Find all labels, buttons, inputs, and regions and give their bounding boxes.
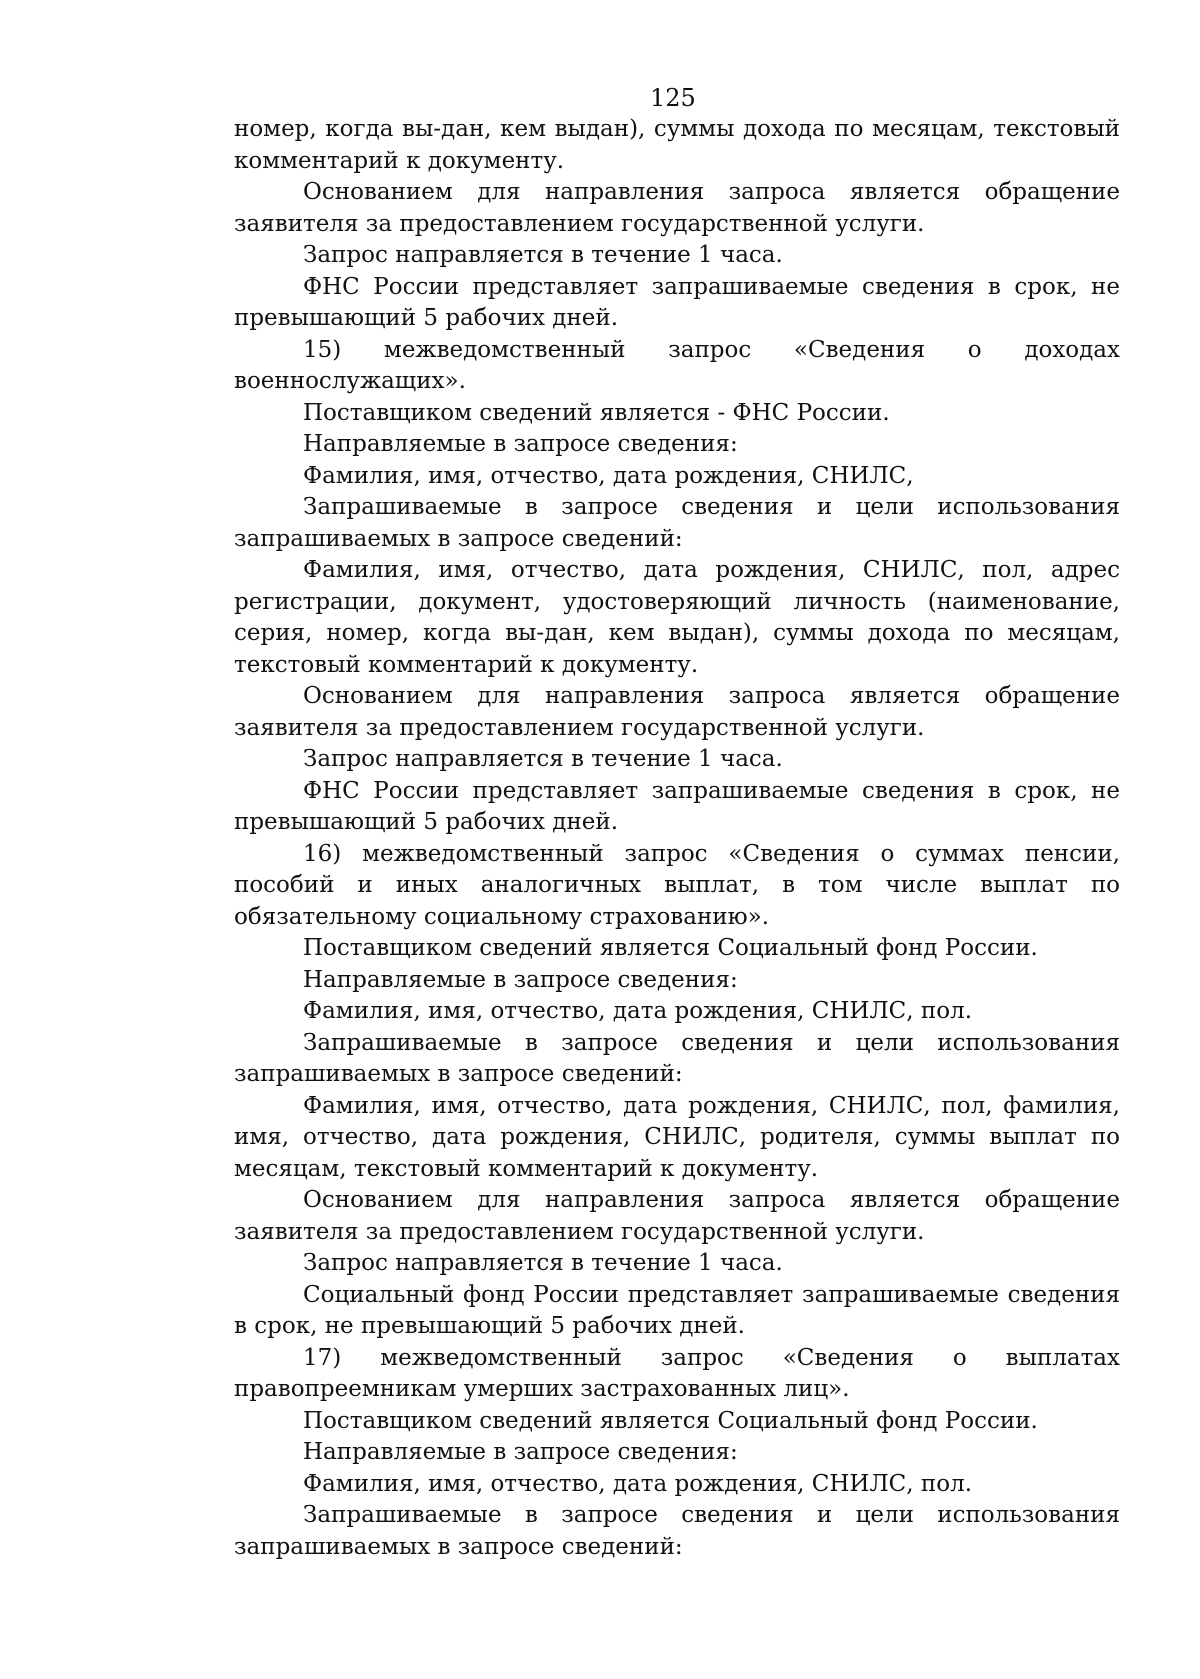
- paragraph: номер, когда вы-дан, кем выдан), суммы дохода по месяцам, текстовый комментарий к документу.: [234, 116, 1120, 174]
- paragraph: Фамилия, имя, отчество, дата рождения, СНИЛС, пол.: [303, 998, 972, 1024]
- paragraph: Запрос направляется в течение 1 часа.: [303, 242, 783, 268]
- paragraph: Запрос направляется в течение 1 часа.: [303, 746, 783, 772]
- paragraph: Основанием для направления запроса является обращение заявителя за предоставлением государственной услуги.: [234, 683, 1120, 741]
- paragraph: ФНС России представляет запрашиваемые сведения в срок, не превышающий 5 рабочих дней.: [234, 777, 1120, 835]
- paragraph: Поставщиком сведений является Социальный фонд России.: [303, 1407, 1038, 1434]
- paragraph: Направляемые в запросе сведения:: [303, 431, 738, 457]
- paragraph: Фамилия, имя, отчество, дата рождения, СНИЛС,: [303, 462, 914, 489]
- list-item-heading: 16) межведомственный запрос «Сведения о суммах пенсии, пособий и иных аналогичных выплат, в том числе выплат по обязательному социальному страхованию».: [234, 840, 1120, 930]
- paragraph: Запрос направляется в течение 1 часа.: [303, 1250, 783, 1276]
- paragraph: Основанием для направления запроса является обращение заявителя за предоставлением государственной услуги.: [234, 1187, 1120, 1245]
- paragraph: Фамилия, имя, отчество, дата рождения, СНИЛС, пол.: [303, 1470, 972, 1497]
- paragraph: Запрашиваемые в запросе сведения и цели использования запрашиваемых в запросе сведений:: [234, 1029, 1120, 1087]
- page-number: 125: [650, 84, 696, 112]
- paragraph: Поставщиком сведений является - ФНС России.: [303, 399, 890, 426]
- paragraph: Социальный фонд России представляет запрашиваемые сведения в срок, не превышающий 5 рабочих дней.: [234, 1281, 1120, 1339]
- list-item-heading: 17) межведомственный запрос «Сведения о выплатах правопреемникам умерших застрахованных лиц».: [234, 1344, 1120, 1402]
- paragraph: Поставщиком сведений является Социальный фонд России.: [303, 935, 1038, 961]
- paragraph: ФНС России представляет запрашиваемые сведения в срок, не превышающий 5 рабочих дней.: [234, 273, 1120, 331]
- document-body: [234, 114, 1120, 1563]
- paragraph: Фамилия, имя, отчество, дата рождения, СНИЛС, пол, фамилия, имя, отчество, дата рождения, СНИЛС, родителя, суммы выплат по месяцам, текстовый комментарий к документу.: [234, 1092, 1120, 1182]
- paragraph: Запрашиваемые в запросе сведения и цели использования запрашиваемых в запросе сведений:: [234, 494, 1120, 552]
- paragraph: Направляемые в запросе сведения:: [303, 966, 738, 993]
- paragraph: Основанием для направления запроса является обращение заявителя за предоставлением государственной услуги.: [234, 179, 1120, 237]
- list-item-heading: 15) межведомственный запрос «Сведения о доходах военнослужащих».: [234, 336, 1120, 394]
- paragraph: Запрашиваемые в запросе сведения и цели использования запрашиваемых в запросе сведений:: [234, 1502, 1120, 1560]
- paragraph: Направляемые в запросе сведения:: [303, 1439, 738, 1465]
- paragraph: Фамилия, имя, отчество, дата рождения, СНИЛС, пол, адрес регистрации, документ, удостоверяющий личность (наименование, серия, номер, когда вы-дан, кем выдан), суммы дохода по месяцам, текстовый комментарий к документу.: [234, 557, 1120, 678]
